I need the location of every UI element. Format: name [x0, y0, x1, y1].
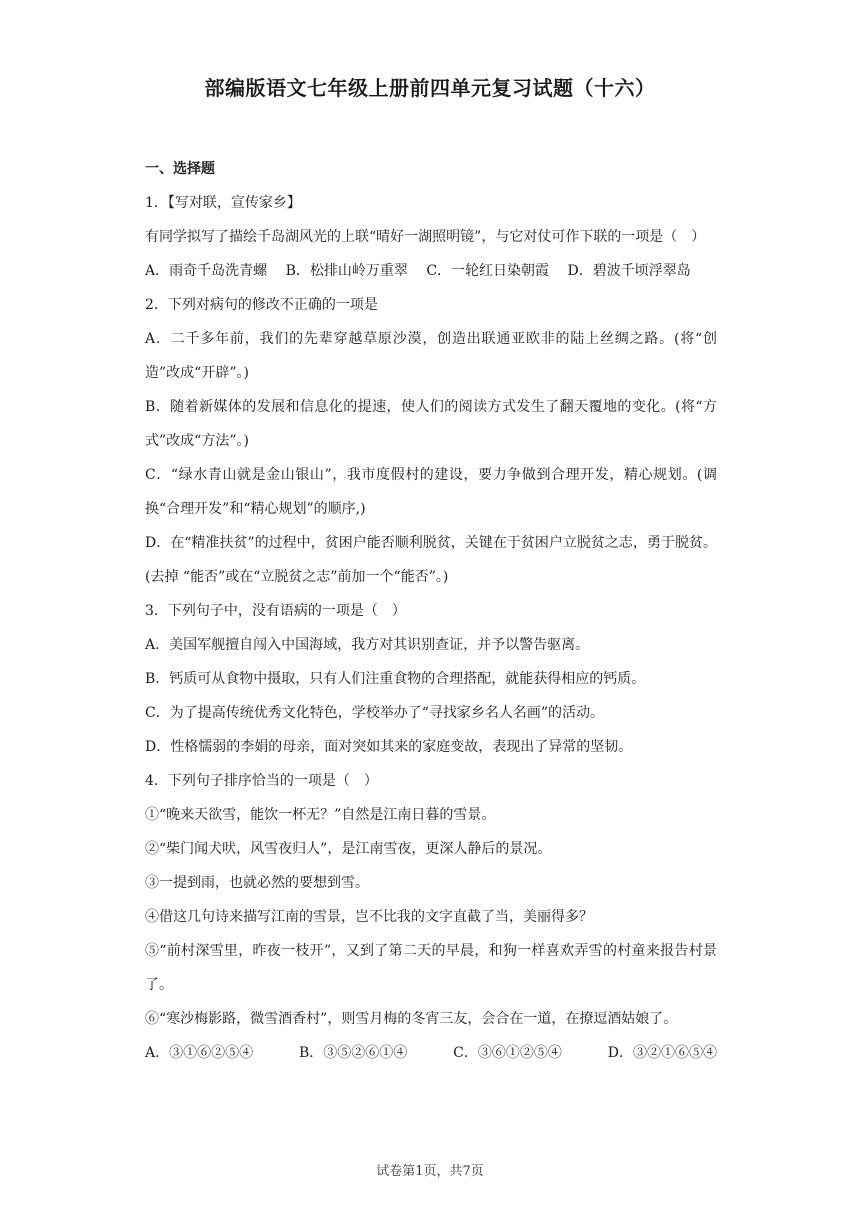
question-1-option-a: A．雨奇千岛洗青螺	[145, 263, 268, 279]
question-4-option-a: A．③①⑥②⑤④	[145, 1045, 254, 1061]
question-1-stem: 1．【写对联，宣传家乡】	[145, 195, 301, 211]
question-2-option-d: D．在“精准扶贫”的过程中，贫困户能否顺利脱贫，关键在于贫困户立脱贫之志，勇于脱贫。(去掉 “能否”或在“立脱贫之志”前加一个“能否”。)	[145, 535, 717, 585]
question-3-option-c: C．为了提高传统优秀文化特色，学校举办了“寻找家乡名人名画”的活动。	[145, 705, 605, 721]
question-1-option-c: C．一轮红日染朝霞	[426, 263, 550, 279]
question-4-options	[145, 1036, 717, 1070]
question-4-sentence-2: ②“柴门闻犬吠，风雪夜归人”，是江南雪夜，更深人静后的景况。	[145, 841, 552, 857]
question-4-sentence-5: ⑤“前村深雪里，昨夜一枝开”，又到了第二天的早晨，和狗一样喜欢弄雪的村童来报告村景了。	[145, 943, 717, 993]
question-4-sentence-3: ③一提到雨，也就必然的要想到雪。	[145, 875, 369, 891]
question-4-sentence-1: ①“晚来天欲雪，能饮一杯无？”自然是江南日暮的雪景。	[145, 807, 496, 823]
question-4-option-c: C．③⑥①②⑤④	[453, 1045, 562, 1061]
question-4-option-d: D．③②①⑥⑤④	[607, 1045, 717, 1061]
page-title: 部编版语文七年级上册前四单元复习试题（十六）	[204, 76, 656, 100]
question-4-option-b: B．③⑤②⑥①④	[299, 1045, 408, 1061]
question-3-stem: 3．下列句子中，没有语病的一项是（ ）	[145, 603, 406, 619]
question-4-stem: 4．下列句子排序恰当的一项是（ ）	[145, 773, 378, 789]
question-3-option-d: D．性格懦弱的李娟的母亲，面对突如其来的家庭变故，表现出了异常的坚韧。	[145, 739, 633, 755]
question-3-option-b: B．钙质可从食物中摄取，只有人们注重食物的合理搭配，就能获得相应的钙质。	[145, 671, 646, 687]
question-4-sentence-6: ⑥“寒沙梅影路，微雪酒香村”，则雪月梅的冬宵三友，会合在一道，在撩逗酒姑娘了。	[145, 1011, 678, 1027]
question-2-option-c: C．“绿水青山就是金山银山”，我市度假村的建设，要力争做到合理开发，精心规划。(调换“合理开发”和“精心规划”的顺序,)	[145, 467, 717, 517]
question-1-options	[145, 254, 717, 288]
question-4-sentence-4: ④借这几句诗来描写江南的雪景，岂不比我的文字直截了当，美丽得多？	[145, 909, 593, 925]
question-2-option-a: A．二千多年前，我们的先辈穿越草原沙漠，创造出联通亚欧非的陆上丝绸之路。(将“创造”改成“开辟”。)	[145, 331, 717, 381]
question-3-option-a: A．美国军舰擅自闯入中国海域，我方对其识别查证，并予以警告驱离。	[145, 637, 590, 653]
section-heading: 一、选择题	[145, 161, 215, 177]
question-1-option-b: B．松排山岭万重翠	[285, 263, 408, 279]
question-2-stem: 2．下列对病句的修改不正确的一项是	[145, 297, 378, 313]
page-footer: 试卷第1页，共7页	[376, 1164, 484, 1179]
question-2-option-b: B．随着新媒体的发展和信息化的提速，使人们的阅读方式发生了翻天覆地的变化。(将“方式”改成“方法”。)	[145, 399, 717, 449]
exam-content	[145, 152, 717, 1070]
question-1-text: 有同学拟写了描绘千岛湖风光的上联“晴好一湖照明镜”，与它对仗可作下联的一项是（ ）	[145, 229, 706, 245]
question-1-option-d: D．碧波千顷浮翠岛	[567, 263, 691, 279]
